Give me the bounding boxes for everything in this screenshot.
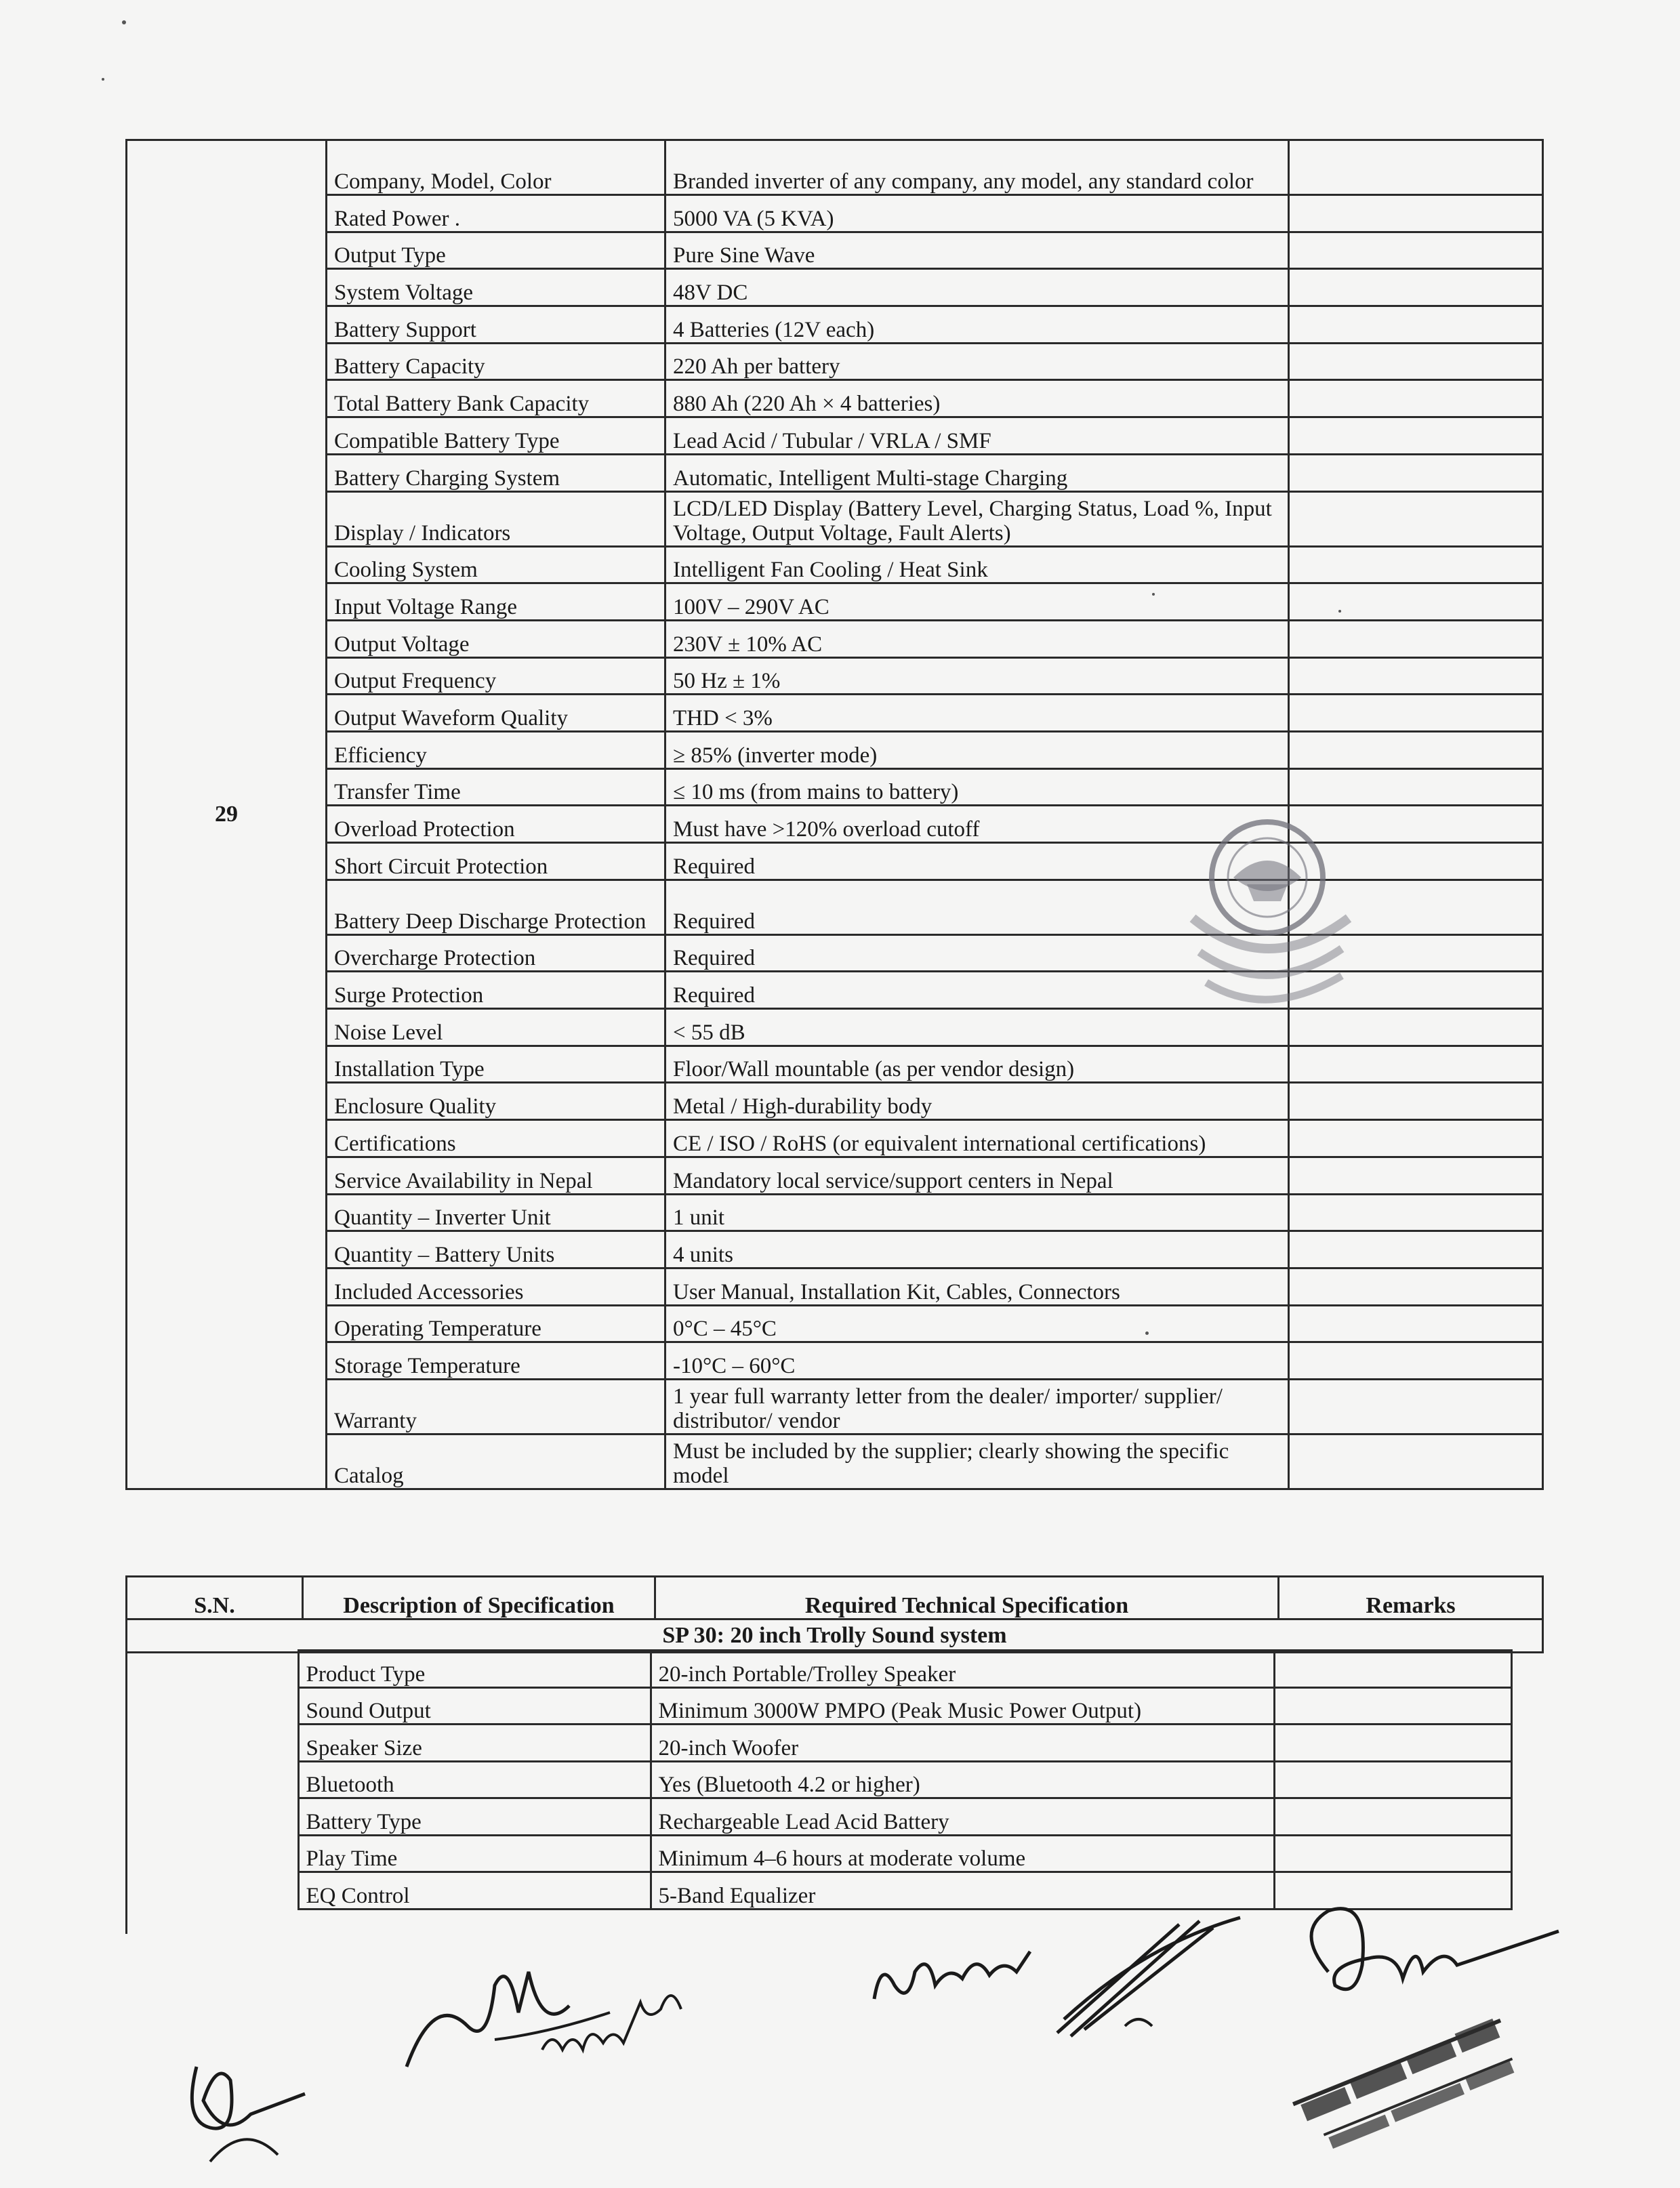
cell-requirement: Required [665,843,1289,880]
cell-requirement: 100V – 290V AC [665,583,1289,621]
header-requirement: Required Technical Specification [655,1577,1279,1619]
spec-row [127,491,1543,546]
spec-row [127,232,1543,269]
cell-requirement: 880 Ah (220 Ah × 4 batteries) [665,380,1289,417]
cell-requirement: < 55 dB [665,1009,1289,1046]
spec-row [127,1083,1543,1120]
cell-remarks [1289,1157,1543,1194]
cell-remarks [1289,491,1543,546]
cell-requirement: 220 Ah per battery [665,343,1289,380]
cell-requirement: THD < 3% [665,695,1289,732]
spec-row [125,1761,1511,1798]
cell-requirement: LCD/LED Display (Battery Level, Charging Status, Load %, Input Voltage, Output Voltage, Fault Alerts) [665,491,1289,546]
cell-remarks [1289,1194,1543,1231]
cell-description: Overload Protection [327,806,665,843]
cell-description: Battery Support [327,306,665,344]
cell-remarks [1274,1835,1511,1872]
spec-row [127,1231,1543,1268]
spec-row [127,269,1543,306]
header-row [127,1577,1543,1619]
spec-row [127,620,1543,657]
cell-requirement: -10°C – 60°C [665,1342,1289,1380]
spec-row [127,1305,1543,1342]
cell-requirement: Yes (Bluetooth 4.2 or higher) [651,1761,1274,1798]
cell-description: Rated Power . [327,195,665,232]
cell-requirement: 5000 VA (5 KVA) [665,195,1289,232]
cell-remarks [1289,546,1543,583]
cell-description: Efficiency [327,731,665,768]
cell-requirement: 230V ± 10% AC [665,620,1289,657]
cell-remarks [1289,232,1543,269]
cell-remarks [1289,620,1543,657]
cell-description: Surge Protection [327,972,665,1009]
spec-row [125,1798,1511,1836]
cell-description: Battery Charging System [327,454,665,491]
spec-30-body [125,1651,1511,1910]
cell-requirement: Branded inverter of any company, any model, any standard color [665,140,1289,195]
cell-requirement: Required [665,880,1289,934]
scan-speck [1152,593,1155,596]
cell-requirement: Pure Sine Wave [665,232,1289,269]
cell-remarks [1289,695,1543,732]
cell-description: Display / Indicators [327,491,665,546]
signature-date [393,1931,745,2080]
cell-description: Bluetooth [298,1761,651,1798]
spec-row [127,454,1543,491]
cell-description: Installation Type [327,1046,665,1083]
cell-description: Overcharge Protection [327,934,665,972]
spec-row [127,306,1543,344]
cell-requirement: Required [665,972,1289,1009]
signature-two [867,1938,1044,2019]
spec-row [127,768,1543,806]
spec-row [125,1687,1511,1725]
cell-requirement: Lead Acid / Tubular / VRLA / SMF [665,417,1289,455]
cell-remarks [1274,1761,1511,1798]
cell-description: Speaker Size [298,1725,651,1762]
cell-requirement: 4 units [665,1231,1289,1268]
cell-description: Compatible Battery Type [327,417,665,455]
official-stamp [1152,803,1382,1047]
cell-remarks [1274,1725,1511,1762]
spec-row [127,380,1543,417]
cell-description: Included Accessories [327,1268,665,1305]
cell-remarks [1289,269,1543,306]
section-30-title: SP 30: 20 inch Trolly Sound system [127,1619,1543,1653]
spec-row [127,657,1543,695]
cell-remarks [1289,583,1543,621]
spec-row [127,695,1543,732]
cell-remarks [1289,1120,1543,1157]
spec-row [127,546,1543,583]
cell-description: Cooling System [327,546,665,583]
spec-row [127,1194,1543,1231]
cell-requirement: Minimum 3000W PMPO (Peak Music Power Output) [651,1687,1274,1725]
cell-description: Quantity – Battery Units [327,1231,665,1268]
cell-description: Output Type [327,232,665,269]
cell-remarks [1289,768,1543,806]
cell-remarks [1289,1379,1543,1434]
header-description: Description of Specification [303,1577,655,1619]
cell-description: Total Battery Bank Capacity [327,380,665,417]
spec-row [127,343,1543,380]
cell-description: Output Voltage [327,620,665,657]
cell-remarks [1289,731,1543,768]
cell-remarks [1289,657,1543,695]
header-sn: S.N. [127,1577,303,1619]
scan-speck [1145,1332,1149,1335]
cell-requirement: ≤ 10 ms (from mains to battery) [665,768,1289,806]
cell-description: Service Availability in Nepal [327,1157,665,1194]
spec-row [125,1651,1511,1688]
cell-remarks [1274,1651,1511,1688]
header-remarks: Remarks [1279,1577,1543,1619]
cell-description: Sound Output [298,1687,651,1725]
cell-description: Company, Model, Color [327,140,665,195]
cell-remarks [1289,195,1543,232]
cell-description: Catalog [327,1434,665,1489]
designation-stamp [1274,1992,1559,2175]
cell-remarks [1289,1342,1543,1380]
spec-row [127,417,1543,455]
cell-remarks [1289,454,1543,491]
cell-description: Output Waveform Quality [327,695,665,732]
cell-requirement: 48V DC [665,269,1289,306]
cell-description: Product Type [298,1651,651,1688]
spec-row [127,140,1543,195]
cell-requirement: Mandatory local service/support centers in Nepal [665,1157,1289,1194]
spec-row [127,1120,1543,1157]
cell-remarks [1289,1046,1543,1083]
cell-requirement: Must have >120% overload cutoff [665,806,1289,843]
cell-description: EQ Control [298,1872,651,1910]
spec-header-table [125,1575,1544,1653]
initial-signature [169,2040,319,2175]
cell-description: Input Voltage Range [327,583,665,621]
cell-requirement: Metal / High-durability body [665,1083,1289,1120]
section-30-title-row [127,1619,1543,1653]
cell-description: Battery Type [298,1798,651,1836]
cell-description: Noise Level [327,1009,665,1046]
cell-requirement: Automatic, Intelligent Multi-stage Charging [665,454,1289,491]
cell-requirement: 5-Band Equalizer [651,1872,1274,1910]
cell-description: Battery Capacity [327,343,665,380]
cell-requirement: 20-inch Woofer [651,1725,1274,1762]
cell-requirement: Minimum 4–6 hours at moderate volume [651,1835,1274,1872]
spec-row [127,583,1543,621]
cell-remarks [1289,1305,1543,1342]
cell-requirement: 0°C – 45°C [665,1305,1289,1342]
cell-remarks [1289,306,1543,344]
signature-three [1044,1904,1261,2046]
cell-description: Operating Temperature [327,1305,665,1342]
spec-row [127,1342,1543,1380]
cell-description: Warranty [327,1379,665,1434]
cell-requirement: Must be included by the supplier; clearly showing the specific model [665,1434,1289,1489]
serial-number-blank [125,1651,298,1910]
spec-row [125,1835,1511,1872]
spec-row [127,731,1543,768]
scan-speck [1338,610,1341,613]
cell-requirement: Rechargeable Lead Acid Battery [651,1798,1274,1836]
cell-remarks [1274,1798,1511,1836]
cell-remarks [1289,380,1543,417]
cell-remarks [1289,1434,1543,1489]
cell-requirement: 50 Hz ± 1% [665,657,1289,695]
cell-remarks [1289,1268,1543,1305]
cell-remarks [1289,343,1543,380]
cell-requirement: CE / ISO / RoHS (or equivalent international certifications) [665,1120,1289,1157]
spec-row [127,1379,1543,1434]
cell-requirement: 20-inch Portable/Trolley Speaker [651,1651,1274,1688]
cell-remarks [1289,1083,1543,1120]
cell-requirement: User Manual, Installation Kit, Cables, Connectors [665,1268,1289,1305]
spec-row [127,195,1543,232]
spec-row [127,1046,1543,1083]
cell-remarks [1289,140,1543,195]
cell-description: Quantity – Inverter Unit [327,1194,665,1231]
serial-number: 29 [127,140,327,1489]
cell-requirement: 1 unit [665,1194,1289,1231]
spec-row [127,1268,1543,1305]
spec-30-table [125,1649,1513,1910]
spec-row [127,1157,1543,1194]
cell-description: Enclosure Quality [327,1083,665,1120]
cell-description: System Voltage [327,269,665,306]
spec-row [127,1434,1543,1489]
cell-requirement: Intelligent Fan Cooling / Heat Sink [665,546,1289,583]
cell-requirement: Required [665,934,1289,972]
cell-requirement: 1 year full warranty letter from the dealer/ importer/ supplier/ distributor/ vendor [665,1379,1289,1434]
cell-remarks [1289,1231,1543,1268]
cell-description: Short Circuit Protection [327,843,665,880]
cell-description: Storage Temperature [327,1342,665,1380]
scan-speck [102,78,104,81]
cell-requirement: 4 Batteries (12V each) [665,306,1289,344]
cell-remarks [1274,1687,1511,1725]
cell-description: Certifications [327,1120,665,1157]
cell-requirement: ≥ 85% (inverter mode) [665,731,1289,768]
spec-row [125,1725,1511,1762]
cell-remarks [1289,417,1543,455]
scan-speck [122,20,126,24]
cell-description: Output Frequency [327,657,665,695]
cell-description: Transfer Time [327,768,665,806]
cell-description: Battery Deep Discharge Protection [327,880,665,934]
cell-description: Play Time [298,1835,651,1872]
cell-requirement: Floor/Wall mountable (as per vendor design) [665,1046,1289,1083]
